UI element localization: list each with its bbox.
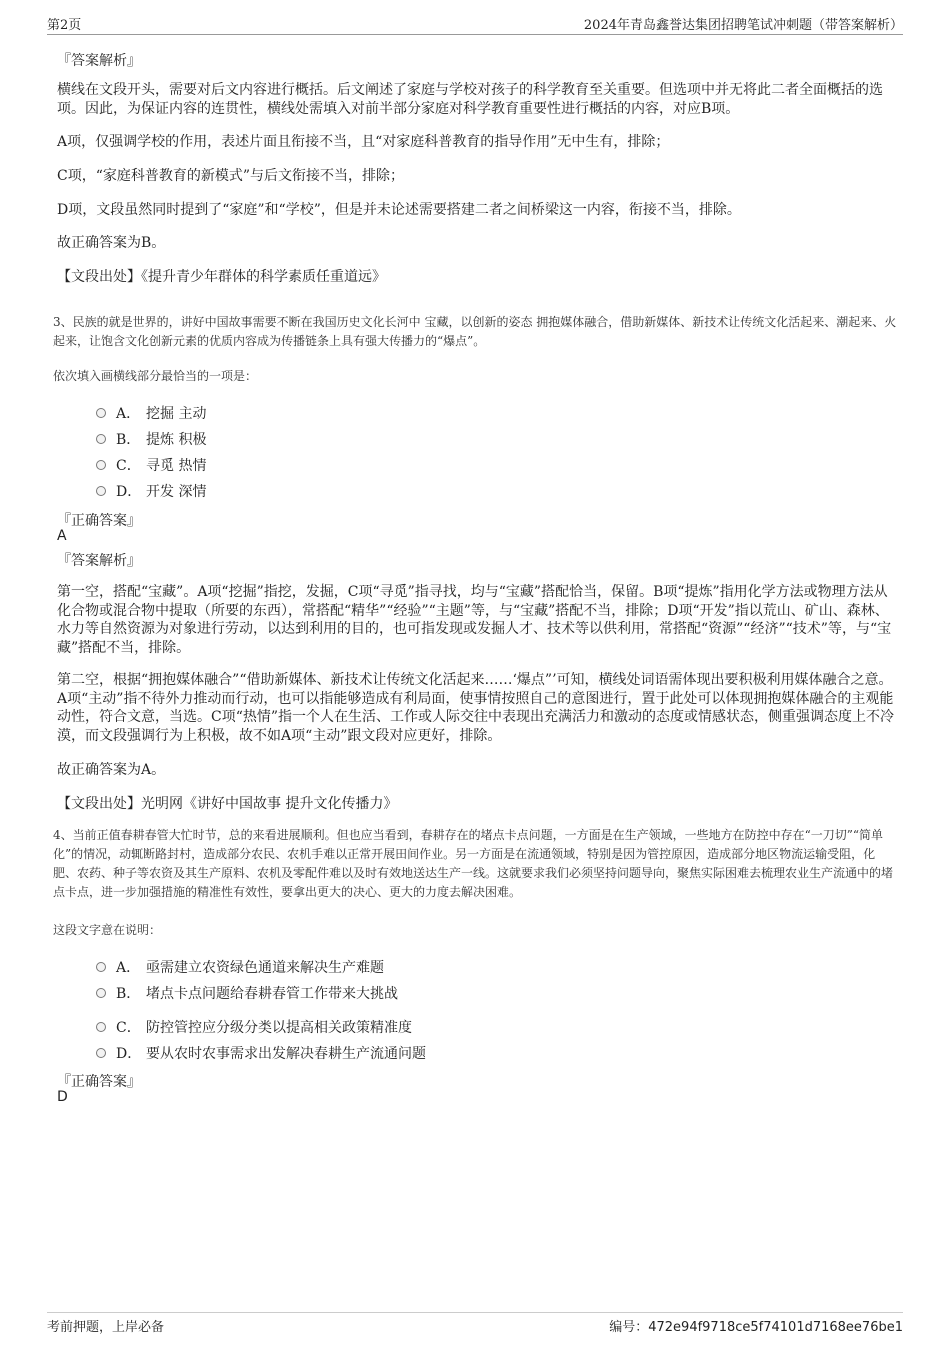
radio-icon[interactable]: [96, 486, 106, 496]
q2-analysis-label: 『答案解析』: [57, 53, 141, 69]
document-title: 2024年青岛鑫誉达集团招聘笔试冲刺题（带答案解析）: [583, 18, 903, 33]
q3-prompt: 依次填入画横线部分最恰当的一项是：: [53, 369, 258, 383]
q2-analysis-p2: A项，仅强调学校的作用，表述片面且衔接不当，且“对家庭科普教育的指导作用”无中生有，排除；: [57, 134, 670, 150]
q2-source: 【文段出处】《提升青少年群体的科学素质任重道远》: [57, 269, 386, 285]
radio-icon[interactable]: [96, 962, 106, 972]
q3-analysis-label: 『答案解析』: [57, 553, 141, 569]
footer-slogan: 考前押题，上岸必备: [47, 1320, 165, 1335]
document-code: 编号：472e94f9718ce5f74101d7168ee76be1: [609, 1320, 903, 1335]
radio-icon[interactable]: [96, 1048, 106, 1058]
q3-analysis-p2: 第二空，根据“拥抱媒体融合”“借助新媒体、新技术让传统文化活起来……‘爆点”’可知，横线处词语需体现出要积极利用媒体融合之意。A项“主动”指不待外力推动而行动，也可以指能够造成有利局面，使事情按照自己的意图进行，置于此处可以体现拥抱媒体融合的主观能动性，符合文意，当选。C项“热情”指一个人在生活、工作或人际交往中表现出充满活力和激动的态度或情感状态，侧重强调态度上不冷漠，而文段强调行为上积极，故不如A项“主动”跟文段对应更好，排除。: [57, 672, 895, 744]
q3-analysis-p1: 第一空，搭配“宝藏”。A项“挖掘”指挖，发掘，C项“寻觅”指寻找，均与“宝藏”搭配恰当，保留。B项“提炼”指用化学方法或物理方法从化合物或混合物中提取（所要的东西），常搭配“精华”“经验”“主题”等，与“宝藏”搭配不当，排除；D项“开发”指以荒山、矿山、森林、水力等自然资源为对象进行劳动，以达到利用的目的，也可指发现或发掘人才、技术等以供利用，常搭配“资源”“经济”“技术”等，与“宝藏”搭配不当，排除。: [57, 584, 892, 656]
q2-analysis-p1: 横线在文段开头，需要对后文内容进行概括。后文阐述了家庭与学校对孩子的科学教育至关重要。但选项中并无将此二者全面概括的选项。因此，为保证内容的连贯性，横线处需填入对前半部分家庭对科学教育重要性进行概括的内容，对应B项。: [57, 82, 883, 117]
q3-conclusion: 故正确答案为A。: [57, 762, 166, 778]
radio-icon[interactable]: [96, 460, 106, 470]
q4-stem: 4、当前正值春耕春管大忙时节，总的来看进展顺利。但也应当看到，春耕存在的堵点卡点问题，一方面是在生产领域，一些地方在防控中存在“一刀切”“简单化”的情况，动辄断路封村，造成部分农民、农机手难以正常开展田间作业。另一方面是在流通领域，特别是因为管控原因，造成部分地区物流运输受阻，化肥、农药、种子等农资及其生产原料、农机及零配件难以及时有效地送达生产一线。这就要求我们必须坚持问题导向，聚焦实际困难去梳理农业生产流通中的堵点卡点，进一步加强措施的精准性有效性，要拿出更大的决心、更大的力度去解决困难。: [53, 828, 894, 899]
page-header: [47, 14, 903, 35]
q2-analysis-p3: C项，“家庭科普教育的新模式”与后文衔接不当，排除；: [57, 168, 405, 184]
q4-answer-label: 『正确答案』: [57, 1074, 141, 1090]
radio-icon[interactable]: [96, 988, 106, 998]
radio-icon[interactable]: [96, 408, 106, 418]
radio-icon[interactable]: [96, 434, 106, 444]
q3-stem: 3、民族的就是世界的，讲好中国故事需要不断在我国历史文化长河中 宝藏，以创新的姿态 拥抱媒体融合，借助新媒体、新技术让传统文化活起来、潮起来、火起来，让饱含文化创新元素的优质内容成为传播链条上具有强大传播力的“爆点”。: [53, 315, 897, 348]
q2-analysis-p4: D项，文段虽然同时提到了“家庭”和“学校”，但是并未论述需要搭建二者之间桥梁这一内容，衔接不当，排除。: [57, 202, 741, 218]
page-footer: [47, 1312, 903, 1335]
q3-source: 【文段出处】光明网《讲好中国故事 提升文化传播力》: [57, 796, 398, 812]
q4-prompt: 这段文字意在说明：: [53, 923, 162, 937]
q3-answer: A: [57, 528, 67, 544]
page-number: 第2页: [47, 18, 82, 33]
q3-answer-label: 『正确答案』: [57, 513, 141, 529]
q4-answer: D: [57, 1089, 68, 1105]
radio-icon[interactable]: [96, 1022, 106, 1032]
q2-conclusion: 故正确答案为B。: [57, 235, 166, 251]
